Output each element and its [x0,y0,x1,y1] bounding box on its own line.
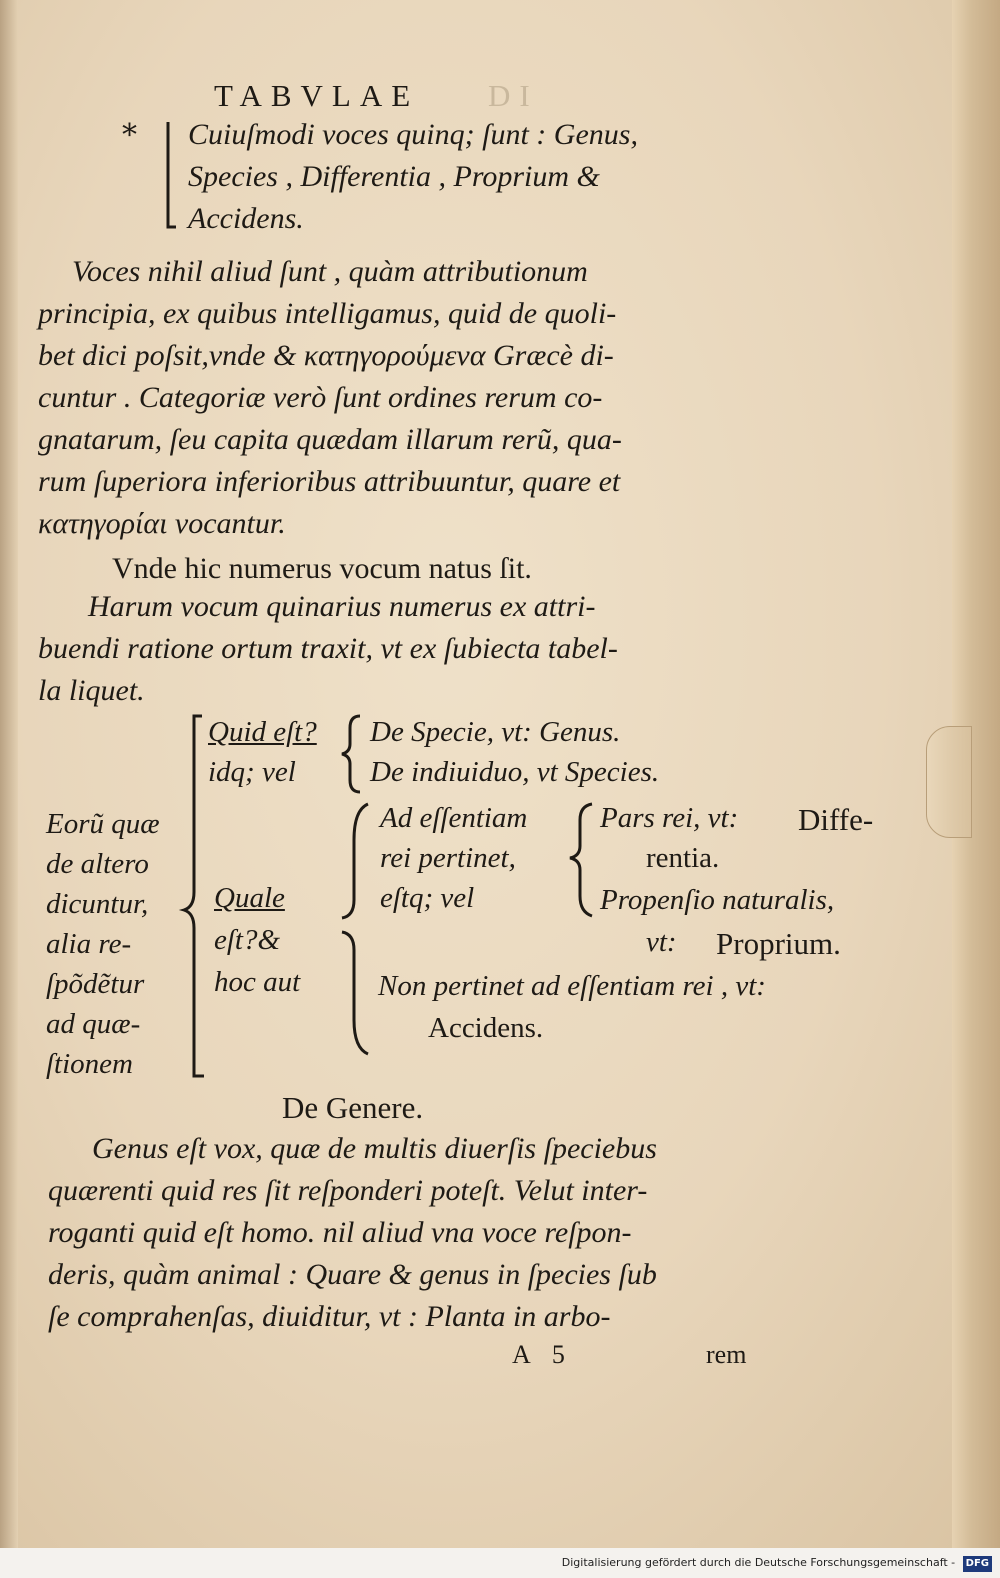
branch-de-indiuiduo: De indiuiduo, vt Species. [370,756,660,788]
ad-essentiam-line-3: eſtq; vel [380,882,475,914]
para3-line-4: deris, quàm animal : Quare & genus in ſpecies ſub [48,1258,657,1291]
intro-bracket [160,122,180,232]
pars-rei-label: Pars rei, vt: [600,802,739,834]
para1-line-3: bet dici poſsit,vnde & κατηγορούμενα Græcè di- [38,339,614,372]
signature-mark: A 5 [512,1340,573,1369]
branch-de-specie: De Specie, vt: Genus. [370,716,621,748]
ad-essentiam-line-1: Ad eſſentiam [380,802,528,834]
intro-line-3: Accidens. [188,202,304,235]
para1-line-7: κατηγορίαι vocantur. [38,507,286,540]
differentia-term-1: Diffe- [798,802,874,837]
proprium-term: Proprium. [716,926,841,961]
table-root-line-1: Eorũ quæ [46,808,160,840]
para2-line-1: Harum vocum quinarius numerus ex attri- [88,590,596,623]
para1-line-2: principia, ex quibus intelligamus, quid de quoli- [38,297,617,330]
table-root-line-3: dicuntur, [46,888,149,920]
running-title: TABVLAE [214,78,420,113]
para3-line-5: ſe comprahenſas, diuiditur, vt : Planta in arbo- [48,1300,611,1333]
table-root-line-2: de altero [46,848,149,880]
propensio-label: Propenſio naturalis, [600,884,835,916]
para2-line-3: la liquet. [38,674,145,707]
table-root-line-5: ſpõdẽtur [46,968,145,1000]
asterisk-mark: * [122,118,137,153]
essentia-brace [568,800,598,920]
ad-essentiam-line-2: rei pertinet, [380,842,516,874]
quid-est-label: Quid eſt? [208,716,317,748]
intro-line-2: Species , Differentia , Proprium & [188,160,600,193]
non-pertinet-label: Non pertinet ad eſſentiam rei , vt: [378,970,766,1002]
table-root-line-7: ſtionem [46,1048,133,1080]
accidens-term: Accidens. [428,1012,544,1044]
page-gutter [0,0,18,1548]
table-main-brace [180,712,210,1082]
bleed-through-title: DI [488,78,539,113]
section-heading-numerus: Vnde hic numerus vocum natus ſit. [112,552,532,585]
page-tab-marker [926,726,972,838]
digitization-credit-text: Digitalisierung gefördert durch die Deutsche Forschungsgemeinschaft - [561,1556,956,1569]
dfg-logo: DFG [963,1556,992,1572]
intro-line-1: Cuiuſmodi voces quinq; ſunt : Genus, [188,118,638,151]
quale-label: Quale [214,882,285,914]
table-root-line-6: ad quæ- [46,1008,141,1040]
quid-vel-label: idq; vel [208,756,296,788]
para1-line-4: cuntur . Categoriæ verò ſunt ordines rerum co- [38,381,603,414]
para1-line-1: Voces nihil aliud ſunt , quàm attributionum [72,255,588,288]
quale-brace [338,800,374,1060]
para3-line-3: roganti quid eſt homo. nil aliud vna voce reſpon- [48,1216,632,1249]
quale-hoc-aut-label: hoc aut [214,966,301,998]
para2-line-2: buendi ratione ortum traxit, vt ex ſubiecta tabel- [38,632,618,665]
catchword: rem [706,1340,747,1369]
para1-line-6: rum ſuperiora inferioribus attribuuntur, quare et [38,465,621,498]
quid-brace [340,714,364,794]
digitization-credit-bar [0,1548,1000,1578]
para3-line-2: quærenti quid res ſit reſponderi poteſt. Velut inter- [48,1174,648,1207]
table-root-line-4: alia re- [46,928,132,960]
differentia-term-2: rentia. [646,842,720,874]
para1-line-5: gnatarum, ſeu capita quædam illarum rerũ, qua- [38,423,622,456]
section-heading-de-genere: De Genere. [282,1090,424,1125]
quale-est-label: eſt?& [214,924,281,956]
propensio-vt: vt: [646,926,677,958]
para3-line-1: Genus eſt vox, quæ de multis diuerſis ſpeciebus [92,1132,657,1165]
